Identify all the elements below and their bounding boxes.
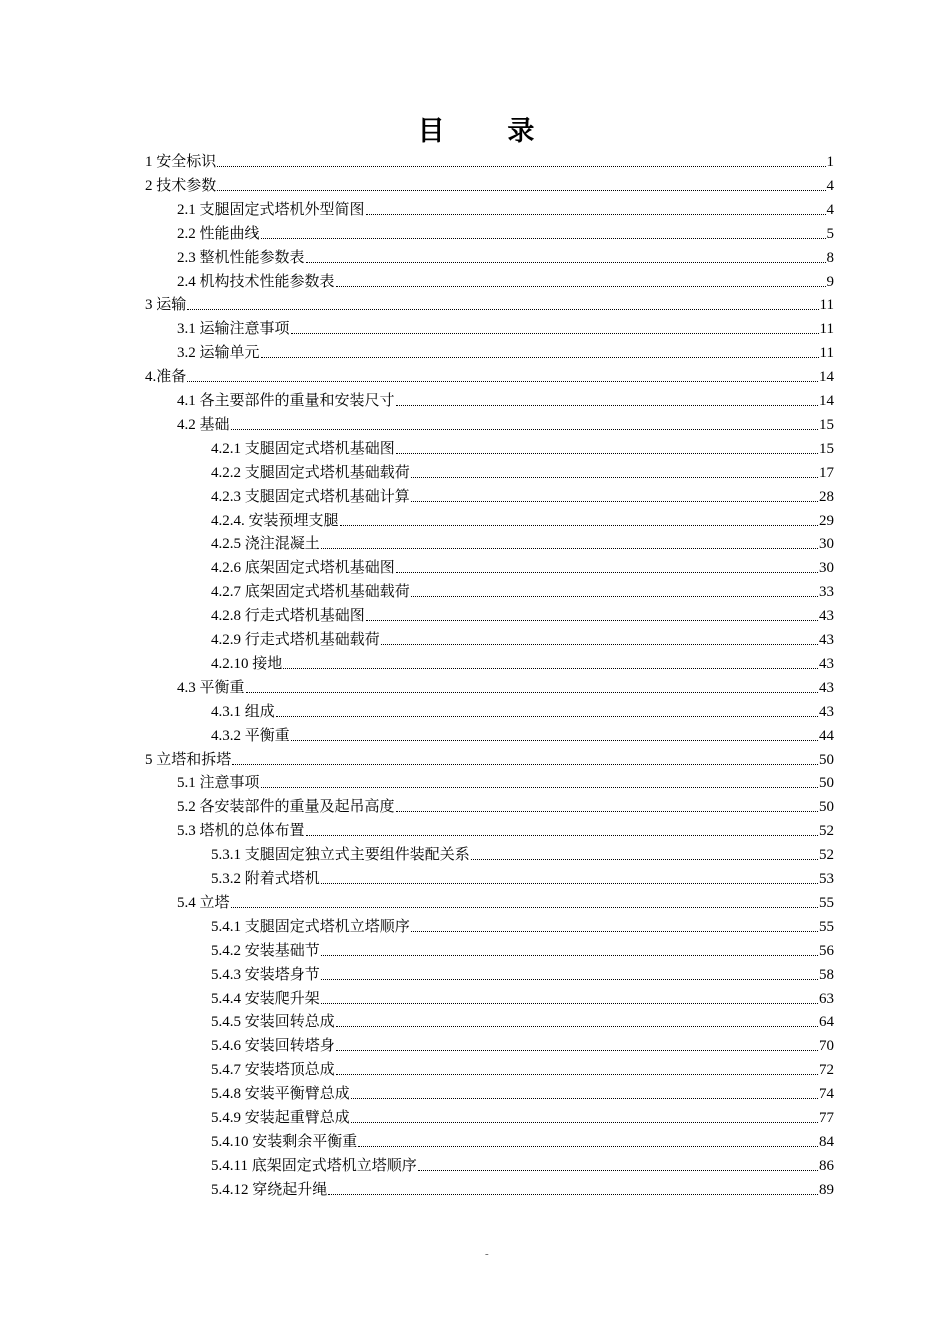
toc-dot-leader [358,1145,818,1147]
toc-entry[interactable] [177,769,834,793]
toc-entry[interactable] [145,363,834,387]
toc-entry-label: 5.3 塔机的总体布置 [177,823,305,839]
toc-dot-leader [246,691,818,693]
toc-entry-page-number: 8 [826,250,834,266]
toc-dot-leader [381,643,818,645]
toc-dot-leader [336,1049,818,1051]
toc-entry[interactable] [177,793,834,817]
toc-dot-leader [351,1121,818,1123]
toc-entry-page-number: 11 [819,321,834,337]
toc-entry-label: 5.4.2 安装基础节 [211,943,320,959]
toc-entry[interactable] [211,1128,834,1152]
toc-dot-leader [306,834,818,836]
toc-entry-page-number: 70 [819,1038,834,1054]
toc-entry[interactable] [211,530,834,554]
toc-entry-page-number: 84 [819,1134,834,1150]
toc-entry[interactable] [177,817,834,841]
toc-entry[interactable] [211,985,834,1009]
toc-entry[interactable] [177,268,834,292]
toc-entry[interactable] [211,1008,834,1032]
toc-entry-label: 4.准备 [145,369,187,385]
toc-entry[interactable] [211,698,834,722]
toc-dot-leader [291,739,818,741]
toc-dot-leader [321,1002,818,1004]
toc-entry-label: 4.3.2 平衡重 [211,728,290,744]
toc-entry-label: 5.4.3 安装塔身节 [211,967,320,983]
toc-entry-page-number: 33 [819,584,834,600]
toc-dot-leader [306,261,826,263]
toc-entry-page-number: 14 [819,393,834,409]
toc-dot-leader [261,237,826,239]
toc-dot-leader [471,858,818,860]
toc-entry-page-number: 11 [819,345,834,361]
toc-entry[interactable] [211,459,834,483]
toc-entry[interactable] [211,1104,834,1128]
toc-entry-label: 2.3 整机性能参数表 [177,250,305,266]
toc-entry-page-number: 15 [819,417,834,433]
toc-dot-leader [396,452,818,454]
toc-entry[interactable] [177,196,834,220]
toc-entry-label: 5.4.7 安装塔顶总成 [211,1062,335,1078]
toc-entry[interactable] [211,1176,834,1200]
toc-entry-label: 5.4.6 安装回转塔身 [211,1038,335,1054]
toc-entry[interactable] [211,961,834,985]
toc-entry[interactable] [211,1080,834,1104]
toc-entry[interactable] [177,339,834,363]
toc-entry-page-number: 1 [826,154,834,170]
toc-entry-label: 3.2 运输单元 [177,345,260,361]
toc-entry-page-number: 74 [819,1086,834,1102]
toc-entry[interactable] [211,435,834,459]
toc-entry[interactable] [211,913,834,937]
toc-dot-leader [336,1025,818,1027]
toc-dot-leader [396,810,818,812]
toc-entry-label: 5.4.11 底架固定式塔机立塔顺序 [211,1158,417,1174]
toc-entry-label: 4.2.5 浇注混凝土 [211,536,320,552]
toc-entry-page-number: 50 [819,752,834,768]
toc-dot-leader [231,428,818,430]
toc-entry-page-number: 29 [819,513,834,529]
toc-entry-label: 3 运输 [145,297,187,313]
toc-entry[interactable] [211,937,834,961]
toc-dot-leader [231,906,818,908]
toc-entry-label: 4.2.2 支腿固定式塔机基础载荷 [211,465,410,481]
toc-entry[interactable] [211,1056,834,1080]
toc-entry[interactable] [211,722,834,746]
toc-entry-label: 5.3.1 支腿固定独立式主要组件装配关系 [211,847,470,863]
toc-dot-leader [232,763,818,765]
toc-entry-page-number: 4 [826,202,834,218]
toc-entry[interactable] [211,602,834,626]
toc-entry-page-number: 17 [819,465,834,481]
toc-dot-leader [351,1097,818,1099]
toc-entry-page-number: 63 [819,991,834,1007]
toc-entry-page-number: 43 [819,704,834,720]
toc-entry[interactable] [145,172,834,196]
toc-entry[interactable] [177,220,834,244]
toc-dot-leader [283,667,818,669]
toc-dot-leader [291,332,819,334]
toc-entry-label: 2.2 性能曲线 [177,226,260,242]
toc-entry-page-number: 52 [819,823,834,839]
toc-entry-page-number: 50 [819,799,834,815]
toc-entry-page-number: 55 [819,919,834,935]
toc-entry-label: 5.4.5 安装回转总成 [211,1014,335,1030]
toc-entry[interactable] [145,148,834,172]
toc-entry-label: 2.1 支腿固定式塔机外型简图 [177,202,365,218]
toc-dot-leader [366,213,826,215]
toc-entry[interactable] [211,626,834,650]
toc-entry[interactable] [211,483,834,507]
toc-entry-label: 5 立塔和拆塔 [145,752,232,768]
toc-entry[interactable] [177,411,834,435]
toc-entry-label: 4.2.1 支腿固定式塔机基础图 [211,441,395,457]
toc-dot-leader [328,1193,818,1195]
toc-entry[interactable] [211,507,834,531]
toc-entry[interactable] [145,746,834,770]
toc-entry-label: 4.2.8 行走式塔机基础图 [211,608,365,624]
toc-entry-page-number: 43 [819,632,834,648]
toc-entry[interactable] [211,841,834,865]
toc-entry-label: 4.2 基础 [177,417,230,433]
toc-dot-leader [411,930,818,932]
toc-entry-page-number: 30 [819,536,834,552]
toc-entry-page-number: 72 [819,1062,834,1078]
toc-entry-label: 4.1 各主要部件的重量和安装尺寸 [177,393,395,409]
toc-entry-label: 4.2.9 行走式塔机基础载荷 [211,632,380,648]
toc-title: 目 录 [417,116,563,146]
toc-entry-label: 2 技术参数 [145,178,217,194]
toc-entry-label: 4.2.6 底架固定式塔机基础图 [211,560,395,576]
toc-entry-label: 5.3.2 附着式塔机 [211,871,320,887]
toc-dot-leader [187,380,818,382]
toc-entry-page-number: 50 [819,775,834,791]
toc-entry-page-number: 52 [819,847,834,863]
toc-entry-page-number: 4 [826,178,834,194]
toc-entry-label: 5.4.4 安装爬升架 [211,991,320,1007]
toc-entry-label: 4.2.7 底架固定式塔机基础载荷 [211,584,410,600]
toc-entry-label: 4.3 平衡重 [177,680,245,696]
toc-entry[interactable] [211,865,834,889]
toc-dot-leader [321,882,818,884]
toc-dot-leader [411,500,818,502]
toc-entry-page-number: 43 [819,608,834,624]
toc-entry-label: 4.2.3 支腿固定式塔机基础计算 [211,489,410,505]
toc-dot-leader [411,476,818,478]
toc-dot-leader [336,1073,818,1075]
toc-dot-leader [276,715,818,717]
toc-entry-page-number: 15 [819,441,834,457]
toc-entry-label: 5.4.12 穿绕起升绳 [211,1182,328,1198]
toc-entry-page-number: 28 [819,489,834,505]
toc-entry-page-number: 43 [819,656,834,672]
toc-entry-page-number: 77 [819,1110,834,1126]
toc-dot-leader [396,571,818,573]
toc-dot-leader [321,978,818,980]
toc-entry-page-number: 86 [819,1158,834,1174]
toc-dot-leader [217,189,825,191]
toc-entry-label: 4.2.10 接地 [211,656,283,672]
toc-entry-page-number: 89 [819,1182,834,1198]
page-footer-mark: - [485,1248,489,1260]
toc-entry-label: 5.2 各安装部件的重量及起吊高度 [177,799,395,815]
toc-entry-label: 3.1 运输注意事项 [177,321,290,337]
toc-entry[interactable] [177,387,834,411]
toc-dot-leader [411,595,818,597]
toc-entry-page-number: 14 [819,369,834,385]
toc-entry-label: 5.4.1 支腿固定式塔机立塔顺序 [211,919,410,935]
toc-entry-label: 5.1 注意事项 [177,775,260,791]
toc-entry-label: 5.4 立塔 [177,895,230,911]
toc-dot-leader [261,786,818,788]
toc-dot-leader [187,308,818,310]
toc-entry-page-number: 5 [826,226,834,242]
toc-dot-leader [418,1169,818,1171]
toc-entry-page-number: 55 [819,895,834,911]
toc-entry-page-number: 11 [819,297,834,313]
toc-entry-page-number: 58 [819,967,834,983]
toc-entry-label: 4.2.4. 安装预埋支腿 [211,513,339,529]
toc-entry-label: 1 安全标识 [145,154,217,170]
toc-entry-label: 5.4.10 安装剩余平衡重 [211,1134,358,1150]
toc-entry-page-number: 30 [819,560,834,576]
toc-entry-label: 2.4 机构技术性能参数表 [177,274,335,290]
toc-dot-leader [336,285,826,287]
toc-entry-page-number: 44 [819,728,834,744]
toc-dot-leader [217,165,825,167]
toc-dot-leader [261,356,819,358]
toc-entry[interactable] [211,1032,834,1056]
toc-entry[interactable] [211,1152,834,1176]
toc-entry-label: 4.3.1 组成 [211,704,275,720]
toc-entry[interactable] [177,244,834,268]
toc-dot-leader [321,954,818,956]
toc-entry[interactable] [145,291,834,315]
toc-dot-leader [340,524,818,526]
toc-entry-page-number: 53 [819,871,834,887]
toc-entry-page-number: 43 [819,680,834,696]
toc-entry[interactable] [177,674,834,698]
toc-entry-label: 5.4.8 安装平衡臂总成 [211,1086,350,1102]
toc-entry-page-number: 64 [819,1014,834,1030]
toc-dot-leader [321,547,818,549]
toc-dot-leader [366,619,818,621]
toc-dot-leader [396,404,818,406]
toc-entry[interactable] [177,315,834,339]
toc-entry[interactable] [177,889,834,913]
toc-entry[interactable] [211,554,834,578]
toc-entry[interactable] [211,578,834,602]
toc-entry-label: 5.4.9 安装起重臂总成 [211,1110,350,1126]
toc-entry-page-number: 9 [826,274,834,290]
toc-entry[interactable] [211,650,834,674]
toc-entry-page-number: 56 [819,943,834,959]
